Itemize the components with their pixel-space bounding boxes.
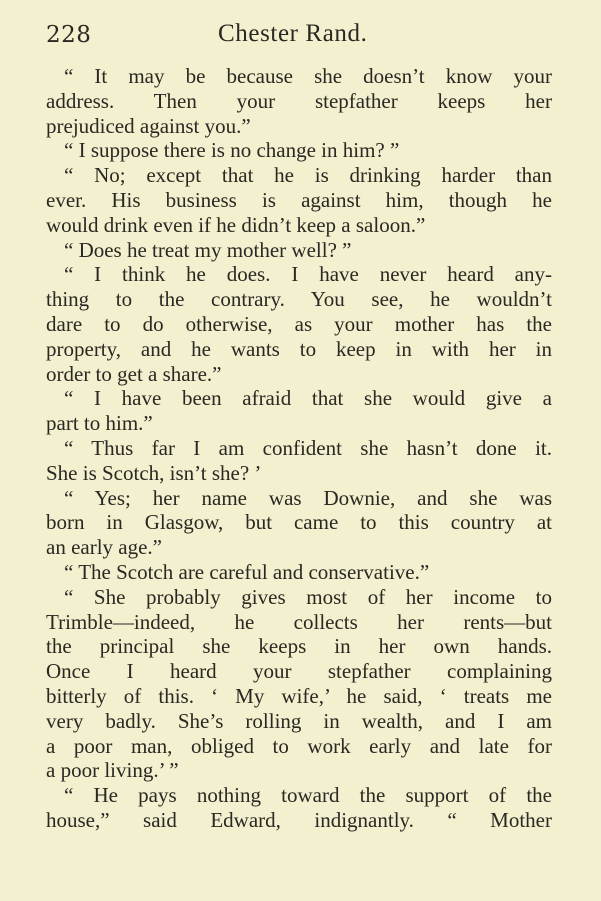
text-line: very badly. She’s rolling in wealth, and I am [46,708,552,733]
text-line: She is Scotch, isn’t she? ’ [46,460,262,485]
page-number: 228 [46,22,92,48]
text-line: would drink even if he didn’t keep a saloon.” [46,212,426,237]
text-line: born in Glasgow, but came to this country at [46,510,552,535]
text-line: dare to do otherwise, as your mother has the [46,311,552,336]
text-line: order to get a share.” [46,361,222,386]
text-line: Once I heard your stepfather complaining [46,659,552,684]
text-line: a poor living.’ ” [46,758,179,783]
text-line: “ Does he treat my mother well? ” [64,237,352,262]
text-line: “ He pays nothing toward the support of the [64,783,552,808]
running-title: Chester Rand. [218,20,368,47]
text-line: a poor man, obliged to work early and late for [46,733,552,758]
text-line: an early age.” [46,535,163,560]
page-header [46,18,554,52]
text-line: part to him.” [46,411,153,436]
text-line: address. Then your stepfather keeps her [46,88,552,113]
text-line: “ The Scotch are careful and conservative.” [64,559,430,584]
text-line: “ No; except that he is drinking harder than [64,163,552,188]
text-line: bitterly of this. ‘ My wife,’ he said, ‘ treats me [46,683,552,708]
text-line: house,” said Edward, indignantly. “ Mother [46,807,552,832]
text-line: “ She probably gives most of her income to [64,584,552,609]
text-line: ever. His business is against him, though he [46,187,552,212]
text-line: Trimble—indeed, he collects her rents—but [46,609,552,634]
body-text [46,64,552,833]
text-line: thing to the contrary. You see, he wouldn’t [46,287,552,312]
text-line: prejudiced against you.” [46,113,251,138]
text-line: the principal she keeps in her own hands. [46,634,552,659]
text-line: “ It may be because she doesn’t know your [64,64,552,88]
text-line: “ I think he does. I have never heard any- [64,262,552,287]
text-line: “ I have been afraid that she would give a [64,386,552,411]
text-line: “ Thus far I am confident she hasn’t done it. [64,435,552,460]
text-line: property, and he wants to keep in with her in [46,336,552,361]
text-line: “ I suppose there is no change in him? ” [64,138,400,163]
text-line: “ Yes; her name was Downie, and she was [64,485,552,510]
